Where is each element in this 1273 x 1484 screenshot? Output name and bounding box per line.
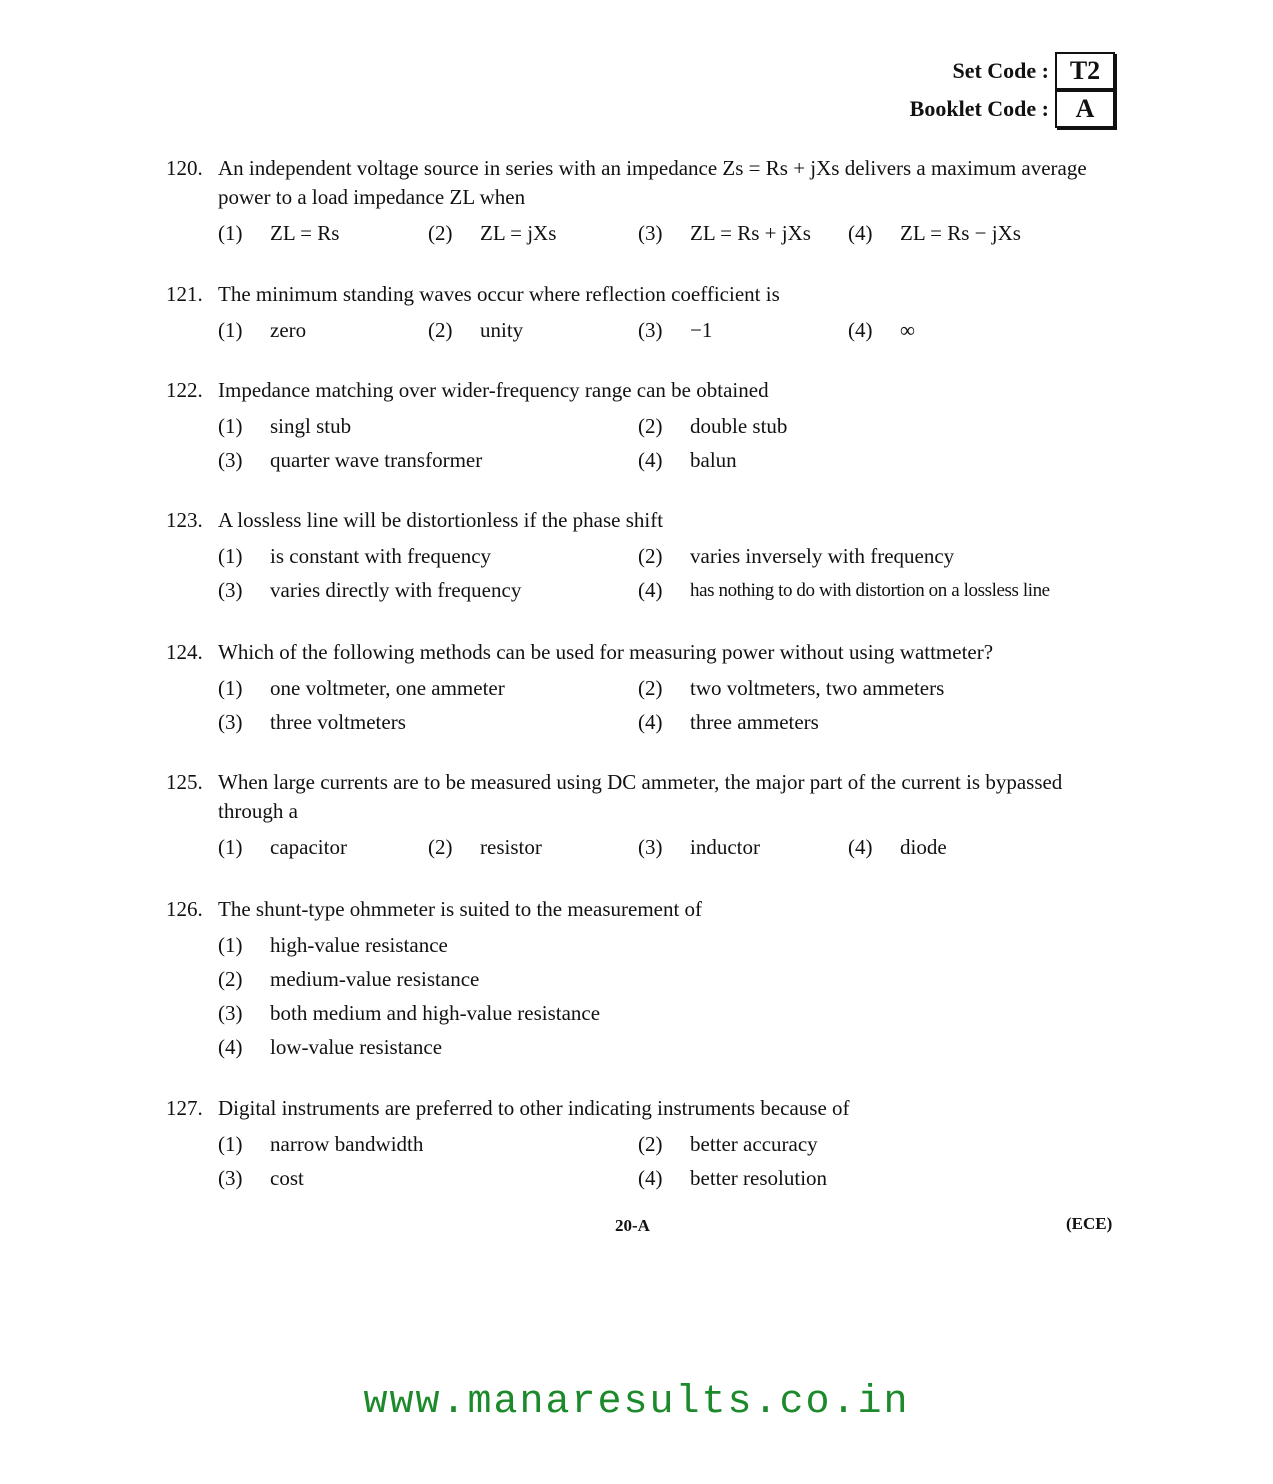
question-number: 122. (166, 378, 203, 402)
option-2: (2) varies inversely with frequency (638, 543, 955, 568)
question-number: 123. (166, 508, 203, 532)
option-4: (4) diode (848, 834, 947, 859)
question-text: The minimum standing waves occur where reflection coefficient is (218, 282, 780, 306)
exam-codes (910, 52, 1115, 128)
option-3: (3) ZL = Rs + jXs (638, 220, 811, 245)
option-1: (1) is constant with frequency (218, 543, 492, 568)
question-125 (166, 768, 1116, 864)
question-number: 127. (166, 1096, 203, 1120)
option-1: (1) narrow bandwidth (218, 1131, 424, 1156)
question-number: 125. (166, 770, 203, 794)
question-number: 126. (166, 897, 203, 921)
options (218, 539, 1116, 607)
set-code-label: Set Code : (952, 58, 1049, 83)
booklet-code-value: A (1055, 90, 1115, 128)
question-text: Digital instruments are preferred to other indicating instruments because of (218, 1096, 850, 1120)
booklet-code-label: Booklet Code : (909, 96, 1049, 121)
options (218, 409, 1116, 477)
option-2: (2) unity (428, 317, 524, 342)
options (218, 928, 1116, 1064)
question-120 (166, 154, 1116, 250)
question-123 (166, 506, 1116, 607)
option-2: (2) two voltmeters, two ammeters (638, 675, 945, 700)
option-2: (2) medium-value resistance (218, 966, 480, 991)
option-4: (4) better resolution (638, 1165, 828, 1190)
options (218, 830, 1116, 864)
question-126 (166, 895, 1116, 1064)
option-1: (1) ZL = Rs (218, 220, 340, 245)
option-1: (1) capacitor (218, 834, 347, 859)
question-124 (166, 638, 1116, 739)
question-text: Which of the following methods can be used for measuring power without using wattmeter? (218, 640, 994, 664)
option-2: (2) ZL = jXs (428, 220, 557, 245)
question-text: Impedance matching over wider-frequency range can be obtained (218, 378, 769, 402)
question-127 (166, 1094, 1116, 1195)
question-text: A lossless line will be distortionless if the phase shift (218, 508, 664, 532)
option-2: (2) double stub (638, 413, 788, 438)
question-number: 124. (166, 640, 203, 664)
question-122 (166, 376, 1116, 477)
option-3: (3) both medium and high-value resistance (218, 1000, 601, 1025)
options (218, 1127, 1116, 1195)
option-3: (3) three voltmeters (218, 709, 406, 734)
options (218, 671, 1116, 739)
website-watermark: www.manaresults.co.in (363, 1380, 910, 1425)
option-1: (1) zero (218, 317, 307, 342)
question-number: 120. (166, 156, 203, 180)
question-number: 121. (166, 282, 203, 306)
options (218, 313, 1116, 347)
booklet-code-row (910, 90, 1115, 128)
question-text: An independent voltage source in series with an impedance Zs = Rs + jXs delivers a maximum average power to a load impedance ZL when (218, 156, 1087, 209)
option-4: (4) has nothing to do with distortion on a lossless line (638, 577, 1050, 602)
set-code-value: T2 (1055, 52, 1115, 90)
option-4: (4) ∞ (848, 317, 915, 342)
option-1: (1) high-value resistance (218, 932, 448, 957)
set-code-row (910, 52, 1115, 90)
option-1: (1) one voltmeter, one ammeter (218, 675, 505, 700)
option-3: (3) quarter wave transformer (218, 447, 483, 472)
option-3: (3) −1 (638, 317, 713, 342)
option-4: (4) ZL = Rs − jXs (848, 220, 1021, 245)
option-4: (4) three ammeters (638, 709, 819, 734)
question-121 (166, 280, 1116, 347)
option-3: (3) inductor (638, 834, 760, 859)
option-3: (3) cost (218, 1165, 304, 1190)
option-3: (3) varies directly with frequency (218, 577, 522, 602)
question-text: The shunt-type ohmmeter is suited to the measurement of (218, 897, 703, 921)
option-4: (4) balun (638, 447, 737, 472)
option-1: (1) singl stub (218, 413, 352, 438)
question-text: When large currents are to be measured using DC ammeter, the major part of the current is bypassed through a (218, 770, 1063, 823)
subject-code: (ECE) (1066, 1214, 1113, 1233)
option-2: (2) better accuracy (638, 1131, 818, 1156)
option-2: (2) resistor (428, 834, 542, 859)
page-number: 20-A (615, 1216, 650, 1235)
options (218, 216, 1116, 250)
option-4: (4) low-value resistance (218, 1034, 443, 1059)
